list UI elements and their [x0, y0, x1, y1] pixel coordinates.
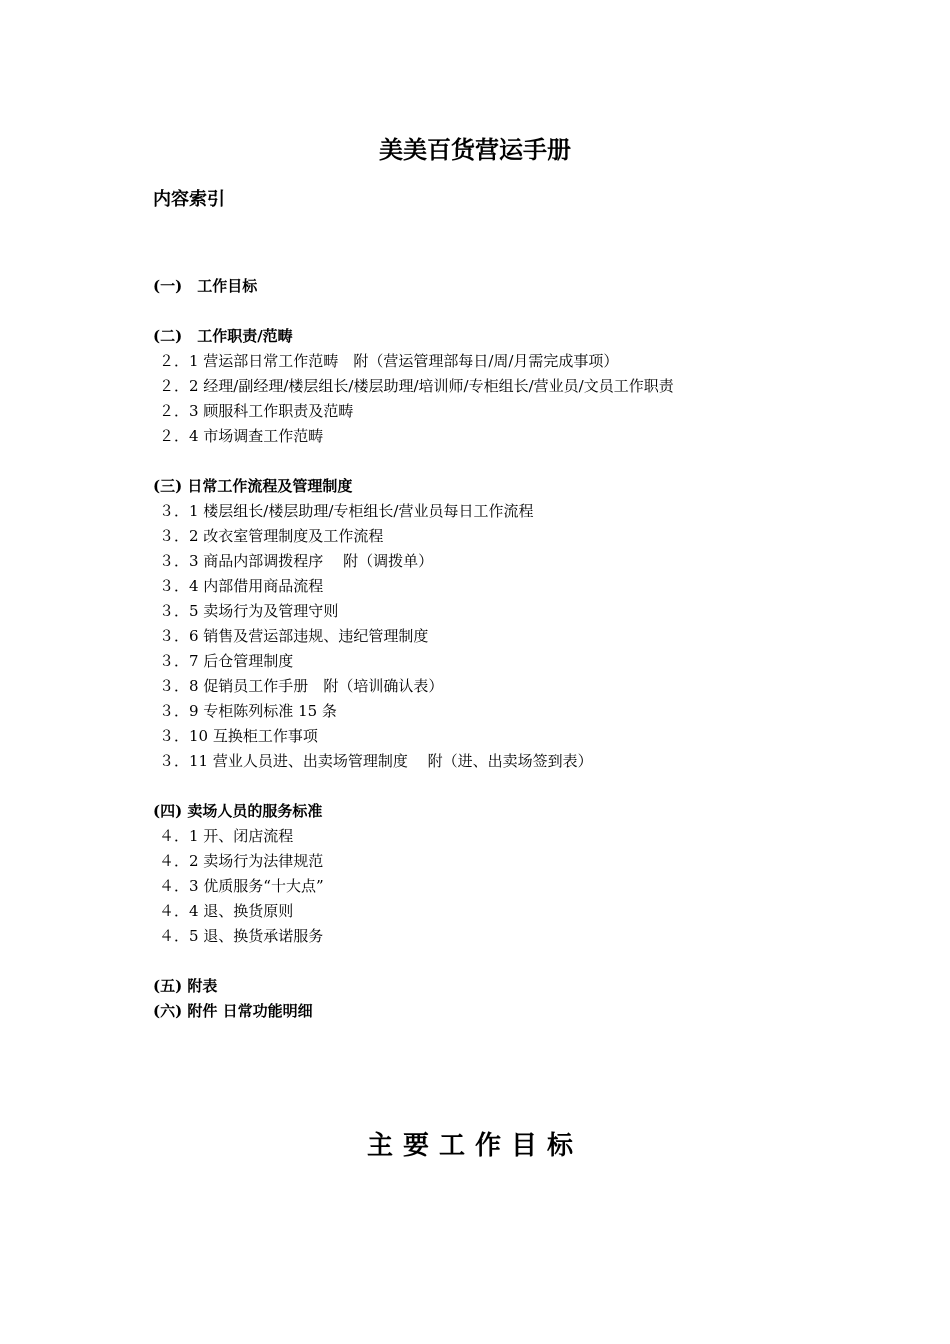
toc-item: ３．10 互换柜工作事项: [159, 727, 318, 745]
toc-item: ２．3 顾服科工作职责及范畴: [159, 402, 354, 420]
toc-item: ３．6 销售及营运部违规、违纪管理制度: [159, 627, 429, 645]
section-title: (三) 日常工作流程及管理制度: [153, 477, 353, 495]
toc-item: ３．4 内部借用商品流程: [159, 577, 324, 595]
toc-section-5: [153, 974, 853, 999]
section-title: (六) 附件 日常功能明细: [153, 1002, 313, 1020]
section-title: (四) 卖场人员的服务标准: [153, 802, 323, 820]
section-title: (一) 工作目标: [153, 277, 258, 295]
toc-item: ３．8 促销员工作手册 附（培训确认表）: [159, 677, 444, 695]
toc-section-6: [153, 999, 853, 1024]
toc-item: ４．5 退、换货承诺服务: [159, 927, 324, 945]
document-title: 美美百货营运手册: [379, 135, 571, 164]
section-title: (五) 附表: [153, 977, 218, 995]
toc-item: ３．7 后仓管理制度: [159, 652, 294, 670]
toc-item: ３．3 商品内部调拨程序 附（调拨单）: [159, 552, 434, 570]
toc-item: ４．1 开、闭店流程: [159, 827, 294, 845]
toc-item: ４．2 卖场行为法律规范: [159, 852, 324, 870]
toc-item: ３．1 楼层组长/楼层助理/专柜组长/营业员每日工作流程: [159, 502, 534, 520]
table-of-contents: [153, 274, 853, 1024]
toc-item: ４．3 优质服务“十大点”: [159, 877, 324, 895]
toc-item: ３．9 专柜陈列标准 15 条: [159, 702, 337, 720]
toc-section-2: [153, 324, 853, 449]
section-title: (二) 工作职责/范畴: [153, 327, 293, 345]
toc-section-1: [153, 274, 853, 299]
toc-heading: 内容索引: [153, 189, 225, 210]
toc-item: ３．11 营业人员进、出卖场管理制度 附（进、出卖场签到表）: [159, 752, 593, 770]
toc-section-4: [153, 799, 853, 949]
toc-item: ４．4 退、换货原则: [159, 902, 294, 920]
toc-item: ２．1 营运部日常工作范畴 附（营运管理部每日/周/月需完成事项）: [159, 352, 619, 370]
toc-item: ３．5 卖场行为及管理守则: [159, 602, 339, 620]
main-goal-title: 主要工作目标: [366, 1131, 583, 1161]
toc-item: ２．4 市场调查工作范畴: [159, 427, 324, 445]
toc-item: ３．2 改衣室管理制度及工作流程: [159, 527, 384, 545]
toc-item: ２．2 经理/副经理/楼层组长/楼层助理/培训师/专柜组长/营业员/文员工作职责: [159, 377, 674, 395]
toc-section-3: [153, 474, 853, 774]
